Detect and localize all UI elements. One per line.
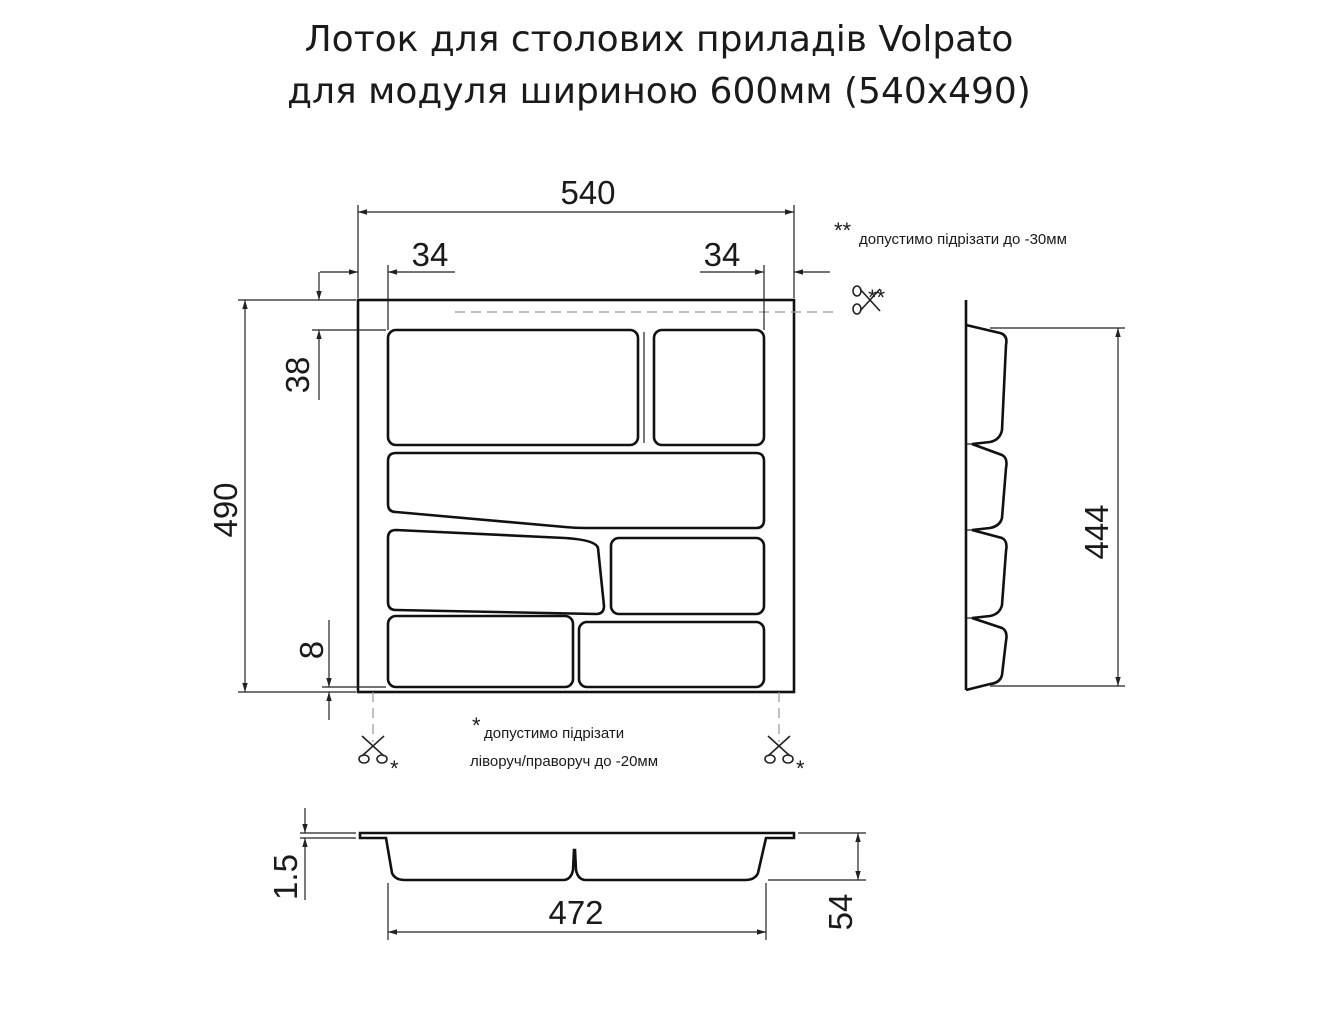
scissors-right-star: * — [796, 756, 805, 781]
note-top-trim-text: допустимо підрізати до -30мм — [859, 231, 1067, 248]
compartment-3 — [388, 453, 764, 528]
dim-34-right-label: 34 — [703, 236, 741, 273]
dimension-rim-1-5 — [267, 808, 356, 900]
scissors-top-stars: ** — [868, 285, 886, 310]
dim-444-label: 444 — [1078, 504, 1115, 560]
dimension-bottom-472 — [388, 883, 766, 940]
dimension-height-54 — [768, 833, 866, 930]
tray-outline — [358, 300, 794, 692]
compartment-1 — [388, 330, 638, 445]
dimension-left-34 — [320, 236, 455, 330]
top-view — [358, 300, 835, 742]
title-line-2: для модуля шириною 600мм (540x490) — [287, 71, 1031, 112]
note-side-trim-line1: допустимо підрізати — [484, 725, 625, 742]
dim-34-left-label: 34 — [411, 236, 449, 273]
dim-540-label: 540 — [560, 174, 616, 211]
compartment-2 — [654, 330, 764, 445]
note-single-star: * — [472, 713, 481, 738]
dim-490-label: 490 — [207, 482, 244, 538]
note-side-trim-line2: ліворуч/праворуч до -20мм — [470, 753, 659, 770]
dim-1-5-label: 1.5 — [267, 854, 304, 900]
side-trim-note — [470, 713, 658, 770]
compartment-4 — [388, 530, 604, 614]
dimension-right-34 — [700, 236, 830, 330]
front-view — [360, 833, 794, 880]
title-line-1: Лоток для столових приладів Volpato — [304, 19, 1014, 60]
dim-38-label: 38 — [279, 356, 316, 394]
dim-8-label: 8 — [293, 640, 330, 660]
side-view — [966, 300, 1007, 690]
compartment-5 — [611, 538, 764, 614]
dimension-side-444 — [990, 328, 1125, 686]
compartment-7 — [579, 622, 764, 687]
dim-472-label: 472 — [548, 894, 604, 931]
top-trim-note — [834, 218, 1067, 248]
scissors-left-star: * — [390, 756, 399, 781]
note-double-star: ** — [834, 218, 852, 243]
dim-54-label: 54 — [822, 893, 859, 931]
dimension-offset-38 — [279, 272, 386, 400]
compartment-6 — [388, 616, 573, 687]
dimension-offset-8 — [293, 620, 386, 720]
